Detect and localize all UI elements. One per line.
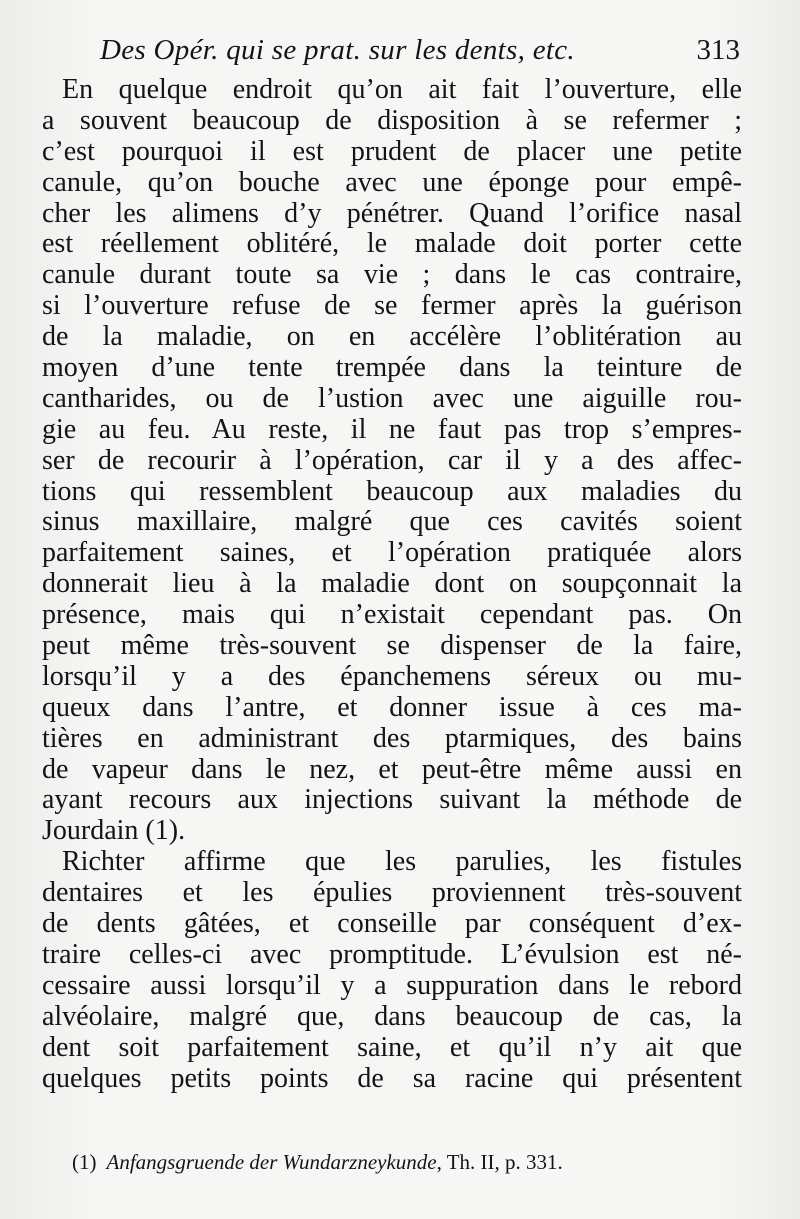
text-line: si l’ouverture refuse de se fermer après la guérison — [42, 291, 742, 322]
text-line: présence, mais qui n’existait cependant pas. On — [42, 600, 742, 631]
footnote-reference: , Th. II, p. 331. — [436, 1150, 563, 1174]
text-line: moyen d’une tente trempée dans la teinture de — [42, 353, 742, 384]
text-line: donnerait lieu à la maladie dont on soupçonnait la — [42, 569, 742, 600]
text-line: c’est pourquoi il est prudent de placer une petite — [42, 136, 742, 167]
text-line: de vapeur dans le nez, et peut-être même aussi en — [42, 754, 742, 785]
text-line: sinus maxillaire, malgré que ces cavités soient — [42, 507, 742, 538]
text-line: alvéolaire, malgré que, dans beaucoup de cas, la — [42, 1001, 742, 1032]
text-line: ser de recourir à l’opération, car il y a des affec- — [42, 445, 742, 476]
text-line: parfaitement saines, et l’opération pratiquée alors — [42, 538, 742, 569]
text-line: cantharides, ou de l’ustion avec une aiguille rou- — [42, 383, 742, 414]
text-line: peut même très-souvent se dispenser de la faire, — [42, 631, 742, 662]
text-line: tions qui ressemblent beaucoup aux maladies du — [42, 476, 742, 507]
text-line: lorsqu’il y a des épanchemens séreux ou mu- — [42, 661, 742, 692]
text-line: de la maladie, on en accélère l’oblitération au — [42, 322, 742, 353]
running-head — [100, 34, 740, 70]
text-line: dentaires et les épulies proviennent très-souvent — [42, 878, 742, 909]
text-line: queux dans l’antre, et donner issue à ces ma- — [42, 692, 742, 723]
text-line-paragraph-end: Jourdain (1). — [42, 816, 186, 847]
text-line: cessaire aussi lorsqu’il y a suppuration dans le rebord — [42, 970, 742, 1001]
text-line: ayant recours aux injections suivant la méthode de — [42, 785, 742, 816]
footnote-marker: (1) — [72, 1150, 97, 1174]
text-line: Richter affirme que les parulies, les fistules — [62, 847, 742, 878]
text-line: traire celles-ci avec promptitude. L’évulsion est né- — [42, 939, 742, 970]
text-line: a souvent beaucoup de disposition à se refermer ; — [42, 105, 742, 136]
text-line: gie au feu. Au reste, il ne faut pas trop s’empres- — [42, 414, 742, 445]
text-line: tières en administrant des ptarmiques, des bains — [42, 723, 742, 754]
text-line: canule, qu’on bouche avec une éponge pour empê- — [42, 167, 742, 198]
text-line: canule durant toute sa vie ; dans le cas contraire, — [42, 260, 742, 291]
footnote-book-title: Anfangsgruende der Wundarzneykunde — [106, 1150, 437, 1174]
text-line: En quelque endroit qu’on ait fait l’ouverture, elle — [62, 75, 742, 105]
running-title: Des Opér. qui se prat. sur les dents, etc. — [100, 34, 575, 66]
body-text — [42, 75, 742, 1094]
text-line: est réellement oblitéré, le malade doit porter cette — [42, 229, 742, 260]
text-line: cher les alimens d’y pénétrer. Quand l’orifice nasal — [42, 198, 742, 229]
text-line: de dents gâtées, et conseille par conséquent d’ex- — [42, 909, 742, 940]
footnote — [72, 1150, 732, 1175]
text-line: dent soit parfaitement saine, et qu’il n’y ait que — [42, 1032, 742, 1063]
page-number: 313 — [696, 34, 740, 66]
text-line: quelques petits points de sa racine qui présentent — [42, 1063, 742, 1094]
